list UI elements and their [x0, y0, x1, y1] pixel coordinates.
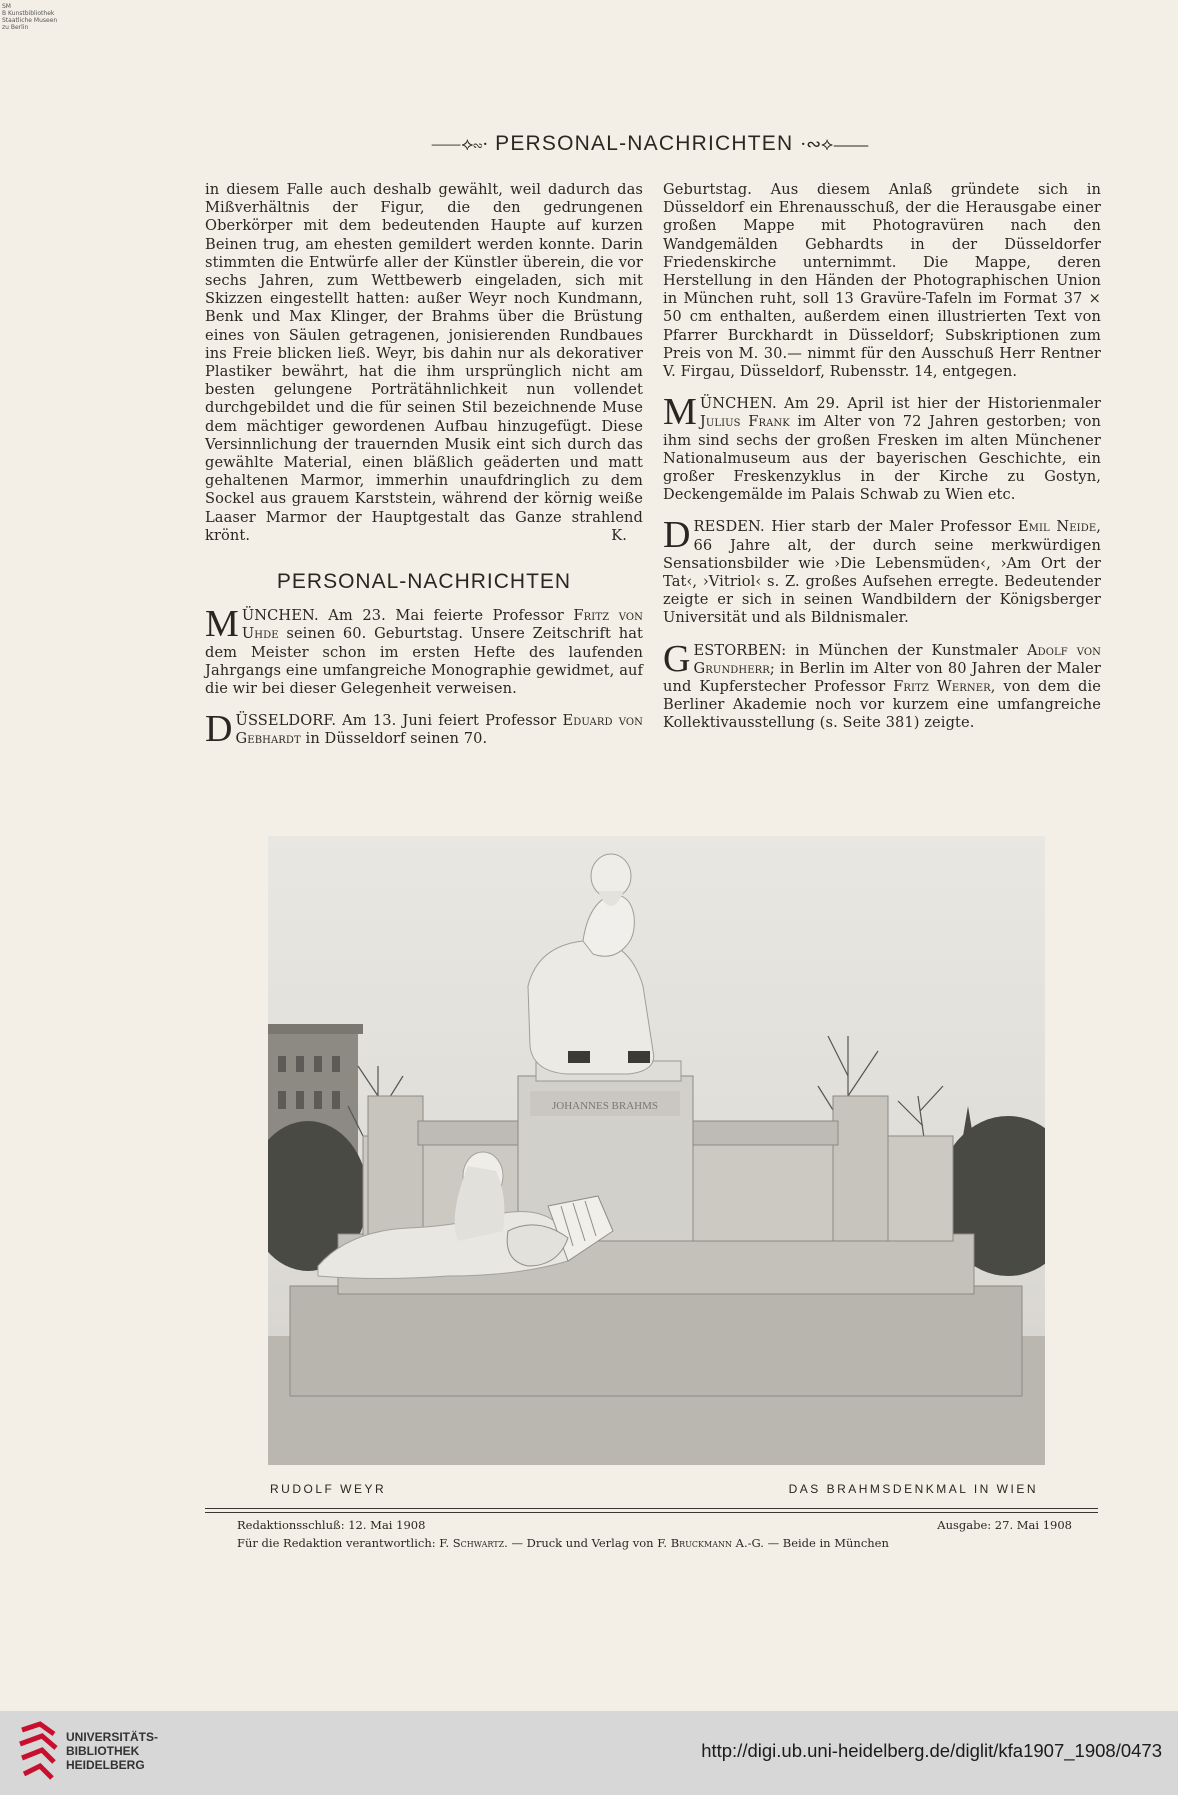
person-name: Adolf von Grundherr — [693, 641, 1101, 677]
right-ornament-icon: ·∾⟡⸺ — [800, 134, 870, 155]
intro-paragraph: in diesem Falle auch deshalb gewählt, weil dadurch das Mißverhältnis der Figur, die den gedrungenen Oberkörper mit dem bedeutenden Haupte auf kurzen Beinen trug, am ehesten gemildert werden konnte. Darin stimmten die Entwürfe aller der Künstler überein, die vor sechs Jahren, zum Wettbewerb eingeladen, sich mit Skizzen eingestellt hatten: außer Weyr noch Kundmann, Benk und Max Klinger, der Brahms über die Brüstung eines von Säulen getragenen, jonisierenden Rundbaues ins Freie blicken ließ. Weyr, bis dahin nur als dekorativer Plastiker bewährt, hat die ihm ursprünglich nicht am besten gelungene Porträtähnlichkeit nun vollendet durchgebildet und die für seinen Stil bezeichnende Muse dem mächtiger gewordenen Aufbau hinzugefügt. Diese Versinnlichung der trauernden Musik eint sich durch das gewählte Material, einen bläßlich geäderten und matt gehaltenen Marmor, immerhin unaufdringlich zu dem Sockel aus grauem Karststein, während der körnig weiße Laaser Marmor der Hauptgestalt das Ganze strahlend krönt. K. — [205, 181, 643, 544]
news-item-gestorben: GESTORBEN: in München der Kunstmaler Adolf von Grundherr; in Berlin im Alter von 80 Jahren der Maler und Kupferstecher Professor Fritz Werner, von dem die Berliner Akademie noch vor kurzem eine umfangreiche Kollektivausstellung (s. Seite 381) zeigte. — [663, 637, 1101, 732]
monument-inscription: JOHANNES BRAHMS — [551, 1100, 659, 1112]
running-head — [200, 130, 1100, 156]
library-logo-icon[interactable] — [14, 1720, 62, 1786]
author-signature: K. — [611, 526, 627, 544]
editor-name: F. Schwartz — [439, 1536, 505, 1550]
drop-cap: D — [663, 514, 691, 557]
brahms-monument-photo — [268, 836, 1045, 1465]
news-item-muenchen-uhde: MÜNCHEN. Am 23. Mai feierte Professor Fritz von Uhde seinen 60. Geburtstag. Unsere Zeitschrift hat dem Meister schon im ersten Hefte des laufenden Jahrgangs eine umfangreiche Monographie gewidmet, auf die wir bei dieser Gelegenheit verweisen. — [205, 603, 643, 698]
library-name: UNIVERSITÄTS- BIBLIOTHEK HEIDELBERG — [66, 1730, 159, 1772]
stamp-line: zu Berlin — [2, 24, 29, 31]
stamp-line: B Kunstbibliothek — [2, 10, 55, 17]
page-title: PERSONAL-NACHRICHTEN — [495, 132, 794, 155]
caption-title: DAS BRAHMSDENKMAL IN WIEN — [788, 1482, 1038, 1496]
person-name: Eduard von Gebhardt — [235, 712, 643, 748]
person-name: Fritz von Uhde — [241, 607, 643, 643]
caption-artist: RUDOLF WEYR — [270, 1482, 387, 1496]
stamp-line: SM — [2, 3, 11, 10]
permalink-url[interactable]: http://digi.ub.uni-heidelberg.de/diglit/kfa1907_1908/0473 — [701, 1740, 1162, 1761]
news-item-dresden: DRESDEN. Hier starb der Maler Professor Emil Neide, 66 Jahre alt, der durch seine merkwürdigen Sensationsbilder wie ›Die Lebensmüden‹, ›Am Ort der Tat‹, ›Vitriol‹ s. Z. großes Aufsehen erregte. Bedeutender zeigte er sich in seinen Wandbildern der Königsberger Universität und als Bildnismaler. — [663, 514, 1101, 627]
drop-cap: M — [663, 391, 697, 434]
news-item-duesseldorf: DÜSSELDORF. Am 13. Juni feiert Professor Eduard von Gebhardt in Düsseldorf seinen 70. — [205, 708, 643, 751]
drop-cap: G — [663, 637, 691, 680]
left-column — [205, 181, 643, 749]
news-item-muenchen-frank: MÜNCHEN. Am 29. April ist hier der Historienmaler Julius Frank im Alter von 72 Jahren gestorben; von ihm sind sechs der großen Fresken im alten Münchener Nationalmuseum aus der bayerischen Geschichte, ein großer Freskenzyklus in der Kirche zu Gostyn, Deckengemälde im Palais Schwab zu Wien etc. — [663, 391, 1101, 504]
editorial-deadline: Redaktionsschluß: 12. Mai 1908 — [237, 1518, 426, 1532]
imprint-responsibility: Für die Redaktion verantwortlich: F. Schwartz. — Druck und Verlag von F. Bruckmann A.-G. — Beide in München — [237, 1536, 889, 1550]
news-item-duesseldorf-continued: Geburtstag. Aus diesem Anlaß gründete sich in Düsseldorf ein Ehrenausschuß, der die Herausgabe einer großen Mappe mit Photogravüren nach den Wandgemälden Gebhardts in der Düsseldorfer Friedenskirche unternimmt. Die Mappe, deren Herstellung in den Händen der Photographischen Union in München ruht, soll 13 Gravüre-Tafeln im Format 37 × 50 cm enthalten, außerdem einen illustrierten Text von Pfarrer Burckhardt in Düsseldorf; Subskriptionen zum Preis von M. 30.— nimmt für den Ausschuß Herr Rentner V. Firgau, Düsseldorf, Rubensstr. 14, entgegen. — [663, 181, 1101, 381]
right-column — [663, 181, 1101, 733]
issue-date: Ausgabe: 27. Mai 1908 — [937, 1518, 1072, 1532]
section-title: PERSONAL-NACHRICHTEN — [276, 570, 572, 594]
stamp-line: Staatliche Museen — [2, 17, 58, 24]
viewer-footer — [0, 1711, 1178, 1795]
drop-cap: D — [205, 708, 233, 751]
publisher-name: F. Bruckmann A.-G. — [657, 1536, 764, 1550]
drop-cap: M — [205, 603, 239, 646]
monument-illustration — [268, 836, 1045, 1465]
library-stamp — [2, 3, 57, 31]
imprint — [237, 1518, 1072, 1550]
divider — [205, 1508, 1098, 1509]
divider — [205, 1512, 1098, 1513]
person-name: Fritz Werner — [893, 678, 991, 696]
person-name: Emil Neide — [1017, 518, 1097, 536]
person-name: Julius Frank — [699, 413, 790, 431]
left-ornament-icon: ⸺⟡∾· — [430, 134, 489, 155]
